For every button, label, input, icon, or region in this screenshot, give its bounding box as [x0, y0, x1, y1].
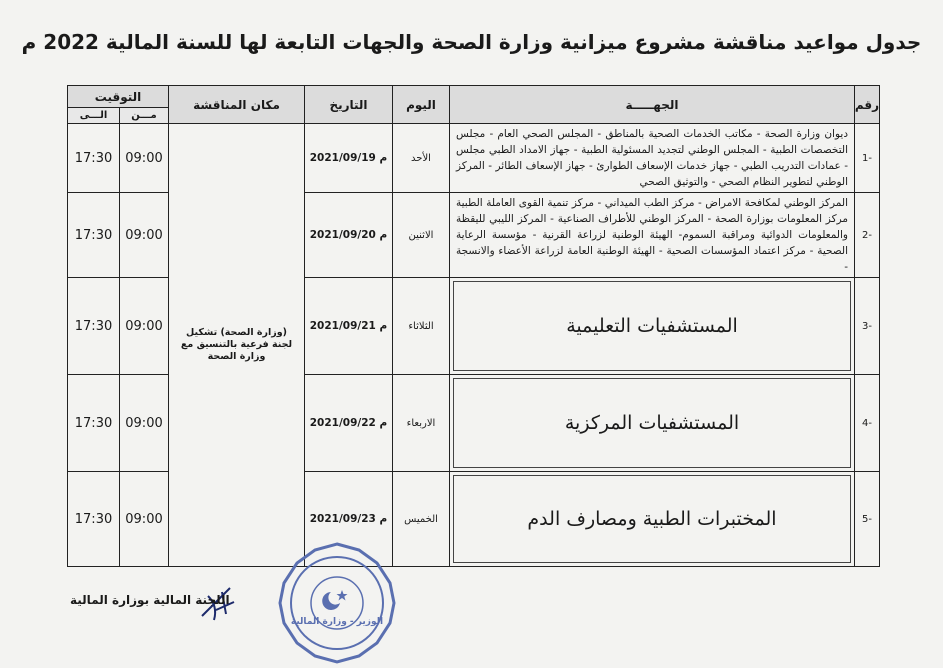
row-time-from: 09:00 [120, 278, 169, 375]
row-number: -3 [855, 278, 880, 375]
header-day: اليوم [393, 86, 450, 124]
row-number: -1 [855, 124, 880, 193]
entity-text: المستشفيات المركزية [564, 412, 740, 434]
footer-committee: اللجنة المالية بوزارة المالية [70, 593, 230, 607]
header-entity: الجهـــــة [450, 86, 855, 124]
row-time-from: 09:00 [120, 193, 169, 278]
row-entity [450, 375, 855, 472]
row-number: -5 [855, 472, 880, 567]
row-day: الاثنين [393, 193, 450, 278]
header-place: مكان المناقشة [169, 86, 305, 124]
row-time-from: 09:00 [120, 472, 169, 567]
row-entity: المركز الوطني لمكافحة الامراض - مركز الطب الميداني - مركز تنمية القوى العاملة الطبية مركز المعلومات بوزارة الصحة - المركز الوطني للأطراف الصناعية - المركز الليبي لليقظة والمعلومات الدوائية ومراقبة السموم- الهيئة الوطنية لزراعة القرنية - مؤسسة الرعاية الصحية - مركز اعتماد المؤسسات الصحية - الهيئة الوطنية العامة لزراعة الأعضاء والانسجة - [450, 193, 855, 278]
row-date: 2021/09/22 م [305, 375, 393, 472]
header-from: مـــن [120, 108, 169, 124]
header-to: الـــى [68, 108, 120, 124]
row-time-to: 17:30 [68, 278, 120, 375]
stamp-text: الوزير - وزارة المالية [290, 617, 384, 627]
row-day: الاربعاء [393, 375, 450, 472]
entity-text: المختبرات الطبية ومصارف الدم [527, 508, 777, 530]
row-number: -4 [855, 375, 880, 472]
row-time-to: 17:30 [68, 193, 120, 278]
header-timing: التوقيت [68, 86, 169, 108]
row-time-to: 17:30 [68, 375, 120, 472]
table-row [68, 124, 880, 193]
row-date: 2021/09/23 م [305, 472, 393, 567]
row-entity: ديوان وزارة الصحة - مكاتب الخدمات الصحية بالمناطق - المجلس الصحي العام - مجلس التخصصات الطبية - المجلس الوطني لتجديد المسئولية الطبية - جهاز الامداد الطبي مجلس - عمادات التدريب الطبي - جهاز خدمات الإسعاف الطوارئ - جهاز الإسعاف الطائر - المركز الوطني لتطوير النظام الصحي - والتوثيق الصحي [450, 124, 855, 193]
entity-box [453, 378, 851, 468]
row-entity [450, 278, 855, 375]
document-title: جدول مواعيد مناقشة مشروع ميزانية وزارة الصحة والجهات التابعة لها للسنة المالية 2022 م [21, 30, 922, 54]
header-date: التاريخ [305, 86, 393, 124]
header-num: رقم [855, 86, 880, 124]
row-time-to: 17:30 [68, 472, 120, 567]
entity-box [453, 475, 851, 563]
row-day: الأحد [393, 124, 450, 193]
row-time-from: 09:00 [120, 124, 169, 193]
meeting-place [169, 124, 305, 567]
entity-text: المستشفيات التعليمية [566, 315, 738, 337]
row-date: 2021/09/19 م [305, 124, 393, 193]
schedule-table [67, 85, 880, 567]
row-number: -2 [855, 193, 880, 278]
row-day: الخميس [393, 472, 450, 567]
row-entity [450, 472, 855, 567]
row-date: 2021/09/20 م [305, 193, 393, 278]
row-time-to: 17:30 [68, 124, 120, 193]
row-time-from: 09:00 [120, 375, 169, 472]
row-day: الثلاثاء [393, 278, 450, 375]
row-date: 2021/09/21 م [305, 278, 393, 375]
official-stamp-icon [274, 540, 400, 666]
entity-box [453, 281, 851, 371]
place-text: (وزارة الصحة) تشكيل لجنة فرعية بالتنسيق مع وزارة الصحة [180, 327, 293, 362]
